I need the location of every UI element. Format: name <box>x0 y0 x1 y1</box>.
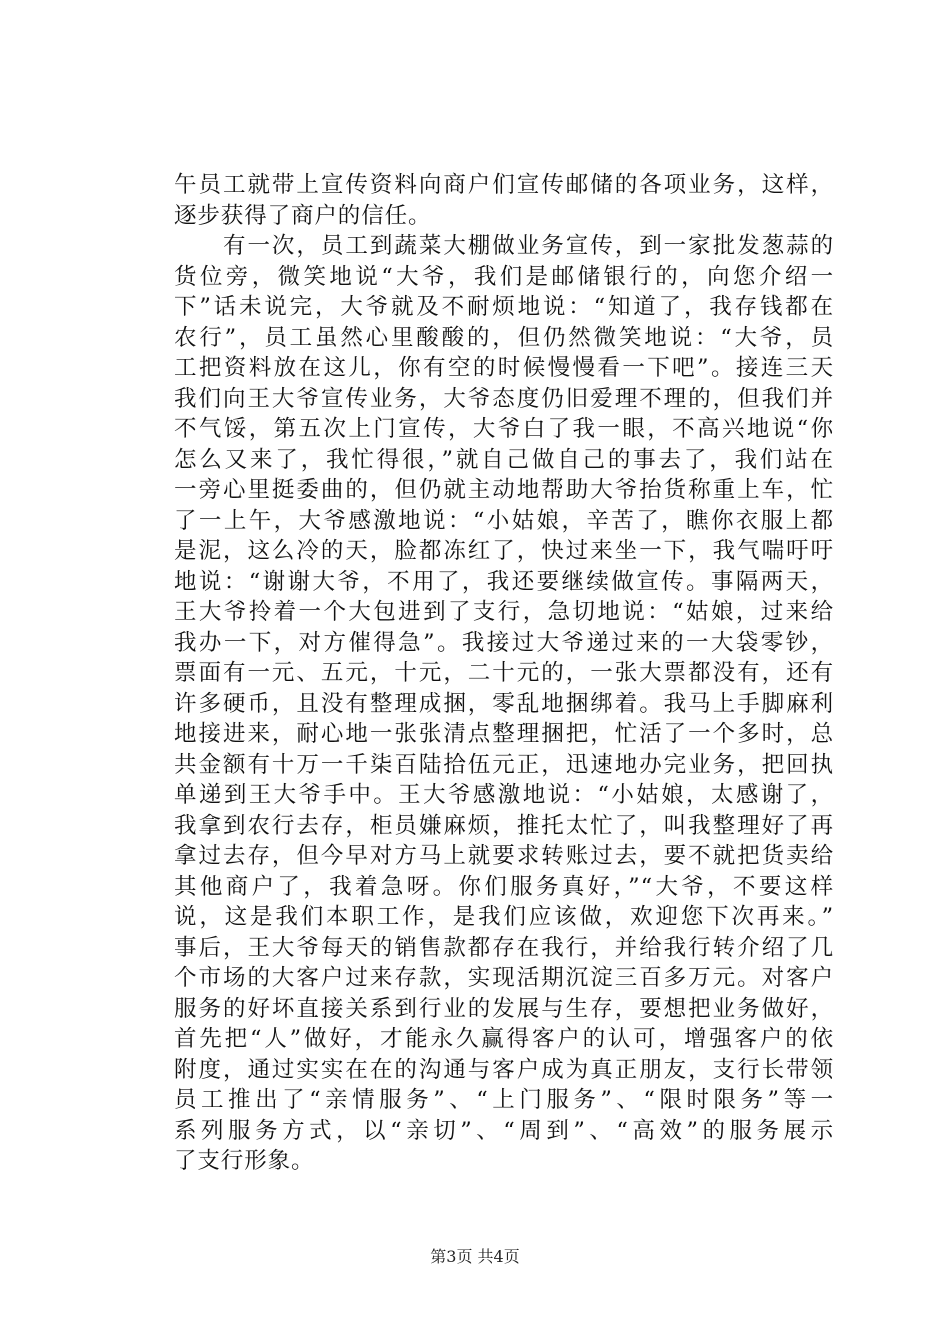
text-line: 工把资料放在这儿，你有空的时候慢慢看一下吧”。接连三天 <box>174 355 834 381</box>
text-line: 怎么又来了，我忙得很，”就自己做自己的事去了，我们站在 <box>174 446 834 473</box>
text-line: 单递到王大爷手中。王大爷感激地说：“小姑娘，太感谢了， <box>174 782 834 808</box>
text-line: 首先把“人”做好，才能永久赢得客户的认可，增强客户的依 <box>174 1026 834 1052</box>
text-line: 逐步获得了商户的信任。 <box>174 202 432 229</box>
text-line: 我拿到农行去存，柜员嫌麻烦，推托太忙了，叫我整理好了再 <box>174 812 834 839</box>
text-line: 我们向王大爷宣传业务，大爷态度仍旧爱理不理的，但我们并 <box>174 385 834 412</box>
text-line: 有一次，员工到蔬菜大棚做业务宣传，到一家批发葱蒜的 <box>174 233 834 259</box>
text-line: 下”话未说完，大爷就及不耐烦地说：“知道了，我存钱都在 <box>174 294 834 320</box>
text-line: 其他商户了，我着急呀。你们服务真好，”“大爷，不要这样 <box>174 873 834 900</box>
page-footer: 第3页 共4页 <box>430 1247 520 1266</box>
text-line: 服务的好坏直接关系到行业的发展与生存，要想把业务做好， <box>174 995 834 1022</box>
text-line: 附度，通过实实在在的沟通与客户成为真正朋友，支行长带领 <box>174 1056 834 1083</box>
text-line: 不气馁，第五次上门宣传，大爷白了我一眼，不高兴地说“你 <box>174 416 834 442</box>
text-line: 票面有一元、五元，十元，二十元的，一张大票都没有，还有 <box>174 660 834 686</box>
text-line: 个市场的大客户过来存款，实现活期沉淀三百多万元。对客户 <box>174 965 834 991</box>
text-line: 一旁心里挺委曲的，但仍就主动地帮助大爷抬货称重上车，忙 <box>174 477 834 503</box>
text-line: 地说：“谢谢大爷，不用了，我还要继续做宣传。事隔两天， <box>174 568 834 595</box>
text-line: 事后，王大爷每天的销售款都存在我行，并给我行转介绍了几 <box>174 934 834 961</box>
text-line: 午员工就带上宣传资料向商户们宣传邮储的各项业务，这样， <box>174 172 834 198</box>
text-line: 共金额有十万一千柒百陆拾伍元正，迅速地办完业务，把回执 <box>174 751 834 778</box>
text-line: 员工推出了“亲情服务”、“上门服务”、“限时限务”等一 <box>174 1087 834 1113</box>
text-line: 许多硬币，且没有整理成捆，零乱地捆绑着。我马上手脚麻利 <box>174 690 834 717</box>
text-line: 是泥，这么冷的天，脸都冻红了，快过来坐一下，我气喘吁吁 <box>174 538 834 564</box>
document-body <box>174 170 834 1177</box>
text-line: 了一上午，大爷感激地说：“小姑娘，辛苦了，瞧你衣服上都 <box>174 507 834 534</box>
text-line: 系列服务方式，以“亲切”、“周到”、“高效”的服务展示 <box>174 1117 834 1144</box>
text-line: 我办一下，对方催得急”。我接过大爷递过来的一大袋零钞， <box>174 629 834 656</box>
text-line: 拿过去存，但今早对方马上就要求转账过去，要不就把货卖给 <box>174 843 834 869</box>
text-line: 货位旁，微笑地说“大爷，我们是邮储银行的，向您介绍一 <box>174 263 834 290</box>
text-line: 农行”，员工虽然心里酸酸的，但仍然微笑地说：“大爷，员 <box>174 324 834 351</box>
text-line: 王大爷拎着一个大包进到了支行，急切地说：“姑娘，过来给 <box>174 599 834 625</box>
text-line: 了支行形象。 <box>174 1148 315 1174</box>
text-line: 说，这是我们本职工作，是我们应该做，欢迎您下次再来。” <box>174 904 834 930</box>
text-line: 地接进来，耐心地一张张清点整理捆把，忙活了一个多时，总 <box>174 721 834 747</box>
